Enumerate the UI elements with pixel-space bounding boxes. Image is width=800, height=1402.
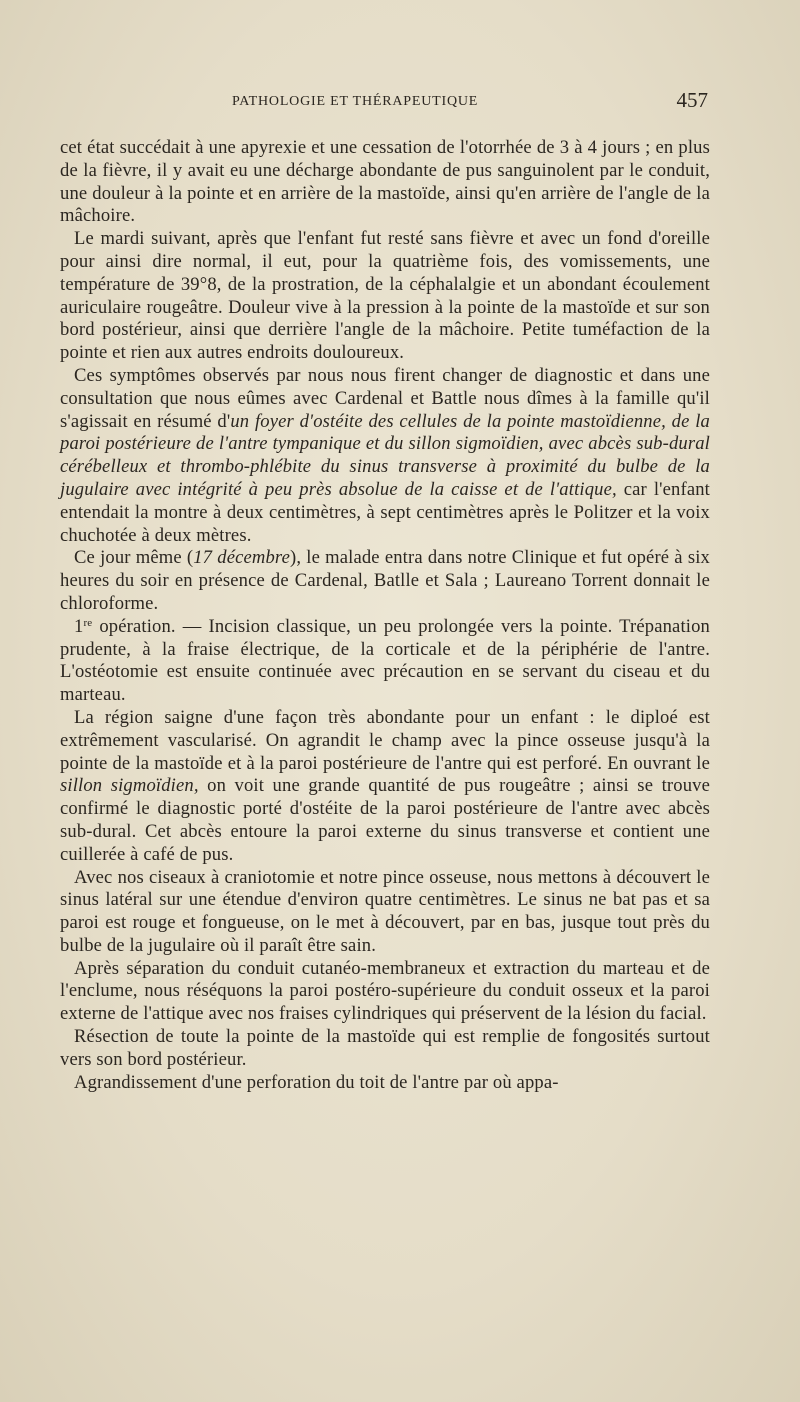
running-title: PATHOLOGIE ET THÉRAPEUTIQUE <box>232 94 479 109</box>
paragraph-4-text-b: ), le malade entra dans notre Clinique et fut opéré à six heures du soir en présence de Cardenal, Batlle et Sala ; Laureano Torrent donnait le chloroforme. <box>60 547 710 614</box>
paragraph-6-sillon-italic: sillon sigmoïdien, <box>60 775 199 797</box>
paragraph-2: Le mardi suivant, après que l'enfant fut resté sans fièvre et avec un fond d'oreille pour ainsi dire normal, il eut, pour la quatrième fois, des vomissements, une température de 39°8, de la prostration, de la céphalalgie et un abondant écoulement auriculaire rougeâtre. Douleur vive à la pression à la pointe de la mastoïde et sur son bord postérieur, ainsi que derrière l'angle de la mâchoire. Petite tuméfaction de la pointe et rien aux autres endroits douloureux. <box>60 228 710 364</box>
book-page <box>60 0 710 1402</box>
paragraph-8: Après séparation du conduit cutanéo-membraneux et extraction du marteau et de l'enclume, nous réséquons la paroi postéro-supérieure du conduit osseux et la paroi externe de l'attique avec nos fraises cylindriques qui préservent de la lésion du facial. <box>60 957 710 1025</box>
paragraph-5-text: opération. — Incision classique, un peu prolongée vers la pointe. Trépanation prudente, à la fraise électrique, de la corticale et de la périphérie de l'antre. L'ostéotomie est ensuite continuée avec précaution en se servant du ciseau et du marteau. <box>60 615 710 706</box>
paragraph-3-text-a: Ces symptômes observés par nous nous firent changer de diagnostic et dans une consultation que nous eûmes avec Cardenal et Battle nous dîmes à la famille qu'il s'agissait en résumé d' <box>60 364 710 432</box>
paragraph-7: Avec nos ciseaux à craniotomie et notre pince osseuse, nous mettons à découvert le sinus latéral sur une étendue d'environ quatre centimètres. Le sinus ne bat pas et sa paroi est rouge et fongueuse, on le met à découvert, par en bas, jusque tout près du bulbe de la jugulaire où il paraît être sain. <box>60 866 710 956</box>
paragraph-9: Résection de toute la pointe de la mastoïde qui est remplie de fongosités surtout vers son bord postérieur. <box>60 1026 710 1070</box>
paragraph-3-text-b: car l'enfant entendait la montre à deux centimètres, à sept centimètres après le Politzer et la voix chuchotée à deux mètres. <box>60 478 710 546</box>
paragraph-4-date-italic: 17 décembre <box>193 547 291 569</box>
page-number: 457 <box>676 88 708 112</box>
paragraph-6-text-b: on voit une grande quantité de pus rougeâtre ; ainsi se trouve confirmé le diagnostic porté d'ostéite de la paroi postérieure de l'antre avec abcès sub-dural. Cet abcès entoure la paroi externe du sinus transverse et contient une cuillerée à café de pus. <box>60 775 710 865</box>
paragraph-4 <box>60 547 710 615</box>
paragraph-4-text-a: Ce jour même ( <box>74 547 194 569</box>
paragraph-6 <box>60 707 710 867</box>
paragraph-1: cet état succédait à une apyrexie et une cessation de l'otorrhée de 3 à 4 jours ; en plus de la fièvre, il y avait eu une décharge abondante de pus sanguinolent par le conduit, une douleur à la pointe et en arrière de la mastoïde, ainsi qu'en arrière de l'angle de la mâchoire. <box>60 137 710 227</box>
paragraph-3 <box>60 365 710 547</box>
operation-number: 1 <box>74 615 84 637</box>
paragraph-10: Agrandissement d'une perforation du toit de l'antre par où appa- <box>74 1071 559 1093</box>
paragraph-3-diagnosis-italic: un foyer d'ostéite des cellules de la pointe mastoïdienne, de la paroi postérieure de l'antre tympanique et du sillon sigmoïdien, avec abcès sub-dural cérébelleux et thrombo-phlébite du sinus transverse à proximité du bulbe de la jugulaire avec intégrité à peu près absolue de la caisse et de l'attique, <box>60 410 710 500</box>
body-text <box>60 137 710 1094</box>
paragraph-5 <box>60 616 710 707</box>
running-header <box>60 90 710 120</box>
paragraph-6-text-a: La région saigne d'une façon très abondante pour un enfant : le diploé est extrêmement vascularisé. On agrandit le champ avec la pince osseuse jusqu'à la pointe de la mastoïde et à la paroi postérieure de l'antre qui est perforé. En ouvrant le <box>60 706 710 774</box>
operation-ordinal: re <box>83 616 93 629</box>
